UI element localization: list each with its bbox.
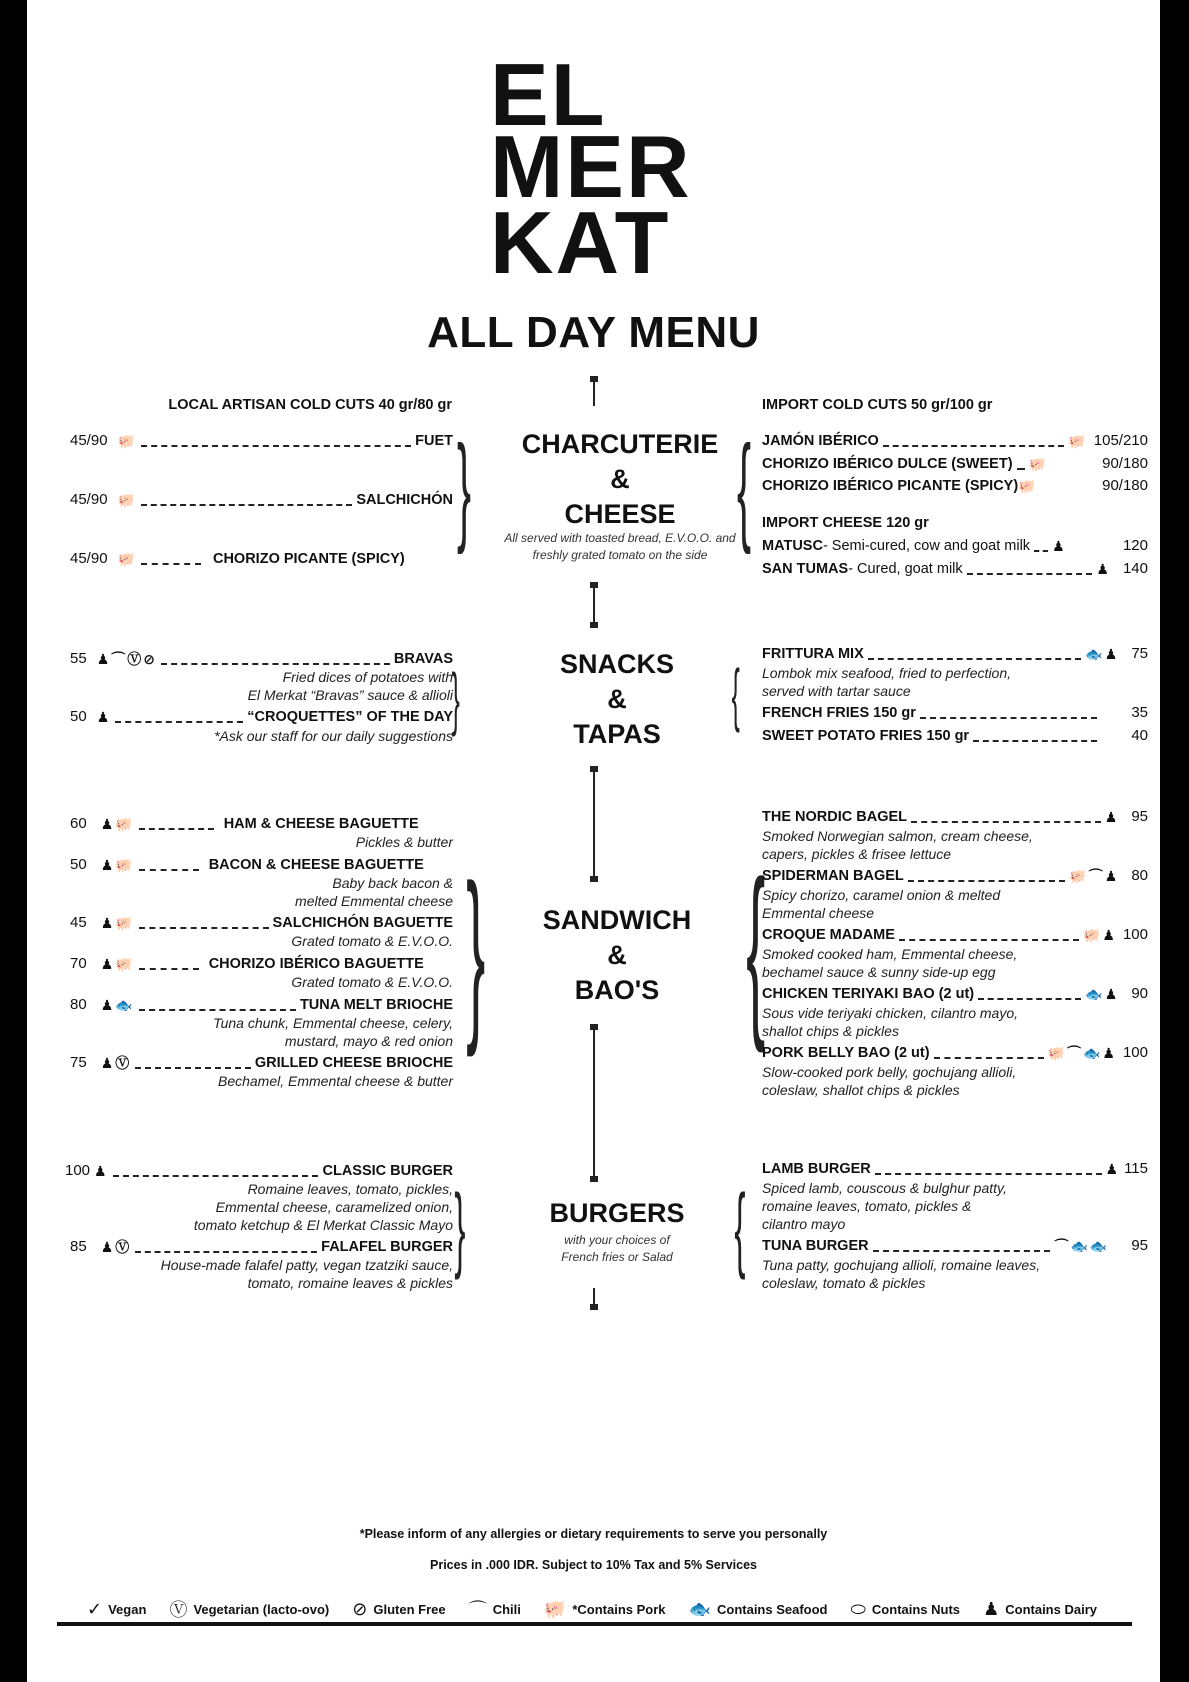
connector-line (593, 584, 595, 624)
menu-item-chorizo-picante-import[interactable]: CHORIZO IBÉRICO PICANTE (SPICY) 🐖 90/180 (762, 477, 1148, 494)
chili-icon: ⌒ (1088, 867, 1103, 884)
lamb-burger-description: Spiced lamb, couscous & bulghur patty, romaine leaves, tomato, pickles & cilantro mayo (762, 1180, 1007, 1232)
import-cold-cuts-header: IMPORT COLD CUTS 50 gr/100 gr (762, 397, 993, 413)
brace-left: } (466, 846, 486, 1058)
pork-icon: 🐖 (1018, 477, 1036, 494)
seafood-icon: 🐟 (1085, 645, 1103, 662)
brace-right: { (746, 842, 766, 1054)
brace-right: { (731, 655, 740, 733)
connector-dot (590, 1176, 598, 1182)
menu-item-classic-burger[interactable]: 100 ♟ CLASSIC BURGER (65, 1162, 453, 1179)
pork-icon: 🐖 (1082, 926, 1101, 943)
legend-chili: ⌒ Chili (469, 1596, 521, 1622)
dairy-icon: ♟ (1104, 867, 1118, 884)
gluten-free-icon: ⊘ (352, 1598, 368, 1619)
menu-item-jamon[interactable]: JAMÓN IBÉRICO 🐖 105/210 (762, 432, 1148, 449)
chili-icon: ⌒ (111, 650, 126, 667)
seafood-icon: 🐟 (1070, 1237, 1088, 1254)
grilled-cheese-description: Bechamel, Emmental cheese & butter (217, 1073, 453, 1089)
dairy-icon: ♟ (100, 815, 114, 832)
dairy-icon: ♟ (96, 650, 110, 667)
connector-dot (590, 876, 598, 882)
menu-item-sweet-potato-fries[interactable]: SWEET POTATO FRIES 150 gr 40 (762, 727, 1148, 744)
dairy-icon: ♟ (1104, 985, 1118, 1002)
section-sandwich-title: SANDWICH & BAO'S (542, 905, 692, 1005)
ham-description: Pickles & butter (355, 834, 453, 850)
legend-vegan: ✓ Vegan (87, 1598, 147, 1619)
legend-gluten: ⊘ Gluten Free (352, 1598, 446, 1619)
menu-item-spiderman-bagel[interactable]: SPIDERMAN BAGEL 🐖 ⌒ ♟ 80 (762, 867, 1148, 884)
seafood-icon: 🐟 (1085, 985, 1103, 1002)
seafood-icon: 🐟 (115, 996, 133, 1013)
dairy-icon: ♟ (100, 1238, 114, 1255)
logo-line-1: EL (490, 45, 607, 144)
menu-item-fuet[interactable]: 45/90 🐖 FUET (70, 432, 453, 449)
menu-item-grilled-cheese[interactable]: 75 ♟ Ⓥ GRILLED CHEESE BRIOCHE (70, 1054, 453, 1071)
chili-icon: ⌒ (468, 1600, 487, 1620)
gluten-free-icon: ⊘ (143, 650, 155, 667)
legend-nuts: ⬭ Contains Nuts (850, 1598, 961, 1619)
pork-icon: 🐖 (115, 856, 133, 873)
brace-left: } (454, 1175, 466, 1281)
vegetarian-icon: Ⓥ (169, 1600, 188, 1620)
nuts-icon: ⬭ (850, 1598, 866, 1619)
connector-line (593, 378, 595, 406)
chicken-teriyaki-bao-description: Sous vide teriyaki chicken, cilantro mayo, shallot chips & pickles (762, 1005, 1018, 1039)
nordic-bagel-description: Smoked Norwegian salmon, cream cheese, capers, pickles & frisee lettuce (762, 828, 1033, 862)
section-burgers-note: with your choices of French fries or Salad (561, 1233, 673, 1264)
page-title: ALL DAY MENU (427, 308, 760, 357)
seafood-icon: 🐟 (1089, 1237, 1108, 1254)
pork-icon: 🐖 (1069, 867, 1087, 884)
menu-item-chorizo-baguette[interactable]: 70 ♟ 🐖 CHORIZO IBÉRICO BAGUETTE (70, 955, 424, 972)
bravas-description: Fried dices of potatoes with El Merkat “Bravas” sauce & allioli (247, 669, 453, 703)
menu-item-falafel-burger[interactable]: 85 ♟ Ⓥ FALAFEL BURGER (70, 1238, 453, 1255)
dairy-icon: ♟ (100, 996, 114, 1013)
dairy-icon: ♟ (1105, 1160, 1119, 1177)
dairy-icon: ♟ (94, 1162, 107, 1179)
section-charcuterie-title: CHARCUTERIE & CHEESE (521, 429, 719, 529)
tuna-burger-description: Tuna patty, gochujang allioli, romaine leaves, coleslaw, tomato & pickles (762, 1257, 1041, 1291)
connector-dot (590, 1304, 598, 1310)
menu-item-salchichon[interactable]: 45/90 🐖 SALCHICHÓN (70, 491, 453, 508)
menu-item-lamb-burger[interactable]: LAMB BURGER ♟ 115 (762, 1160, 1148, 1177)
menu-item-french-fries[interactable]: FRENCH FRIES 150 gr 35 (762, 704, 1148, 721)
pork-icon: 🐖 (117, 550, 135, 567)
pork-icon: 🐖 (115, 914, 133, 931)
section-burgers-title: BURGERS (549, 1198, 685, 1228)
chili-icon: ⌒ (1054, 1237, 1069, 1254)
vegan-icon: ✓ (87, 1598, 103, 1619)
brace-right: { (734, 1175, 746, 1281)
menu-item-tuna-melt[interactable]: 80 ♟ 🐟 TUNA MELT BRIOCHE (70, 996, 453, 1013)
menu-item-salchichon-baguette[interactable]: 45 ♟ 🐖 SALCHICHÓN BAGUETTE (70, 914, 453, 931)
menu-item-tuna-burger[interactable]: TUNA BURGER ⌒ 🐟 🐟 95 (762, 1237, 1148, 1254)
legend-vegetarian: Ⓥ Vegetarian (lacto-ovo) (169, 1596, 329, 1622)
dairy-icon: ♟ (100, 856, 114, 873)
pork-icon: 🐖 (117, 432, 135, 449)
menu-item-ham-baguette[interactable]: 60 ♟ 🐖 HAM & CHEESE BAGUETTE (70, 815, 419, 832)
pork-icon: 🐖 (1028, 455, 1046, 472)
croque-madame-description: Smoked cooked ham, Emmental cheese, bechamel sauce & sunny side-up egg (762, 946, 1018, 980)
menu-item-frittura[interactable]: FRITTURA MIX 🐟 ♟ 75 (762, 645, 1148, 662)
menu-item-bacon-baguette[interactable]: 50 ♟ 🐖 BACON & CHEESE BAGUETTE (70, 856, 424, 873)
dairy-icon: ♟ (100, 914, 114, 931)
dairy-icon: ♟ (96, 708, 110, 725)
seafood-icon: 🐟 (688, 1598, 711, 1619)
dairy-icon: ♟ (1052, 537, 1065, 554)
menu-item-chicken-teriyaki-bao[interactable]: CHICKEN TERIYAKI BAO (2 ut) 🐟 ♟ 90 (762, 985, 1148, 1002)
pork-icon: 🐖 (117, 491, 135, 508)
menu-item-chorizo-dulce[interactable]: CHORIZO IBÉRICO DULCE (SWEET) 🐖 90/180 (762, 455, 1148, 472)
legend-seafood: 🐟 Contains Seafood (688, 1598, 828, 1619)
pork-icon: 🐖 (115, 815, 133, 832)
pork-icon: 🐖 (1047, 1044, 1065, 1061)
vegetarian-icon: Ⓥ (115, 1054, 130, 1071)
dairy-icon: ♟ (100, 955, 114, 972)
import-cheese-header: IMPORT CHEESE 120 gr (762, 515, 929, 531)
menu-item-san-tumas[interactable]: SAN TUMAS - Cured, goat milk ♟ 140 (762, 560, 1148, 577)
chorizo-baguette-description: Grated tomato & E.V.O.O. (291, 974, 453, 990)
allergy-note: *Please inform of any allergies or dietary requirements to serve you personally (359, 1527, 828, 1541)
price-note: Prices in .000 IDR. Subject to 10% Tax and 5% Services (430, 1558, 757, 1572)
falafel-burger-description: House-made falafel patty, vegan tzatziki sauce, tomato, romaine leaves & pickles (160, 1257, 453, 1291)
connector-dot (590, 622, 598, 628)
menu-item-pork-belly-bao[interactable]: PORK BELLY BAO (2 ut) 🐖 ⌒ 🐟 ♟ 100 (762, 1044, 1148, 1061)
menu-item-bravas[interactable]: 55 ♟ ⌒ Ⓥ ⊘ BRAVAS (70, 650, 453, 667)
legend-pork: 🐖 *Contains Pork (543, 1598, 666, 1619)
menu-item-croque-madame[interactable]: CROQUE MADAME 🐖 ♟ 100 (762, 926, 1148, 943)
frittura-description: Lombok mix seafood, fried to perfection, served with tartar sauce (762, 665, 1012, 699)
dairy-icon: ♟ (1104, 645, 1118, 662)
classic-burger-description: Romaine leaves, tomato, pickles, Emmental cheese, caramelized onion, tomato ketchup & El Merkat Classic Mayo (193, 1181, 453, 1233)
seafood-icon: 🐟 (1082, 1044, 1101, 1061)
dairy-icon: ♟ (1102, 1044, 1115, 1061)
menu-item-matusc[interactable]: MATUSC - Semi-cured, cow and goat milk ♟ 120 (762, 537, 1148, 554)
vegetarian-icon: Ⓥ (115, 1238, 130, 1255)
pork-icon: 🐖 (115, 955, 133, 972)
brace-left: } (457, 421, 472, 555)
chili-icon: ⌒ (1066, 1044, 1081, 1061)
pork-icon: 🐖 (1068, 432, 1086, 449)
section-charcuterie-note: All served with toasted bread, E.V.O.O. and freshly grated tomato on the side (504, 531, 736, 562)
dairy-icon: ♟ (1102, 926, 1115, 943)
croquettes-description: *Ask our staff for our daily suggestions (214, 728, 453, 744)
section-snacks-title: SNACKS & TAPAS (559, 649, 674, 749)
dairy-icon: ♟ (983, 1598, 1000, 1619)
legend (87, 1596, 1097, 1622)
dairy-icon: ♟ (1104, 808, 1118, 825)
dairy-icon: ♟ (100, 1054, 114, 1071)
logo-line-3: KAT (490, 193, 671, 292)
menu-item-nordic-bagel[interactable]: THE NORDIC BAGEL ♟ 95 (762, 808, 1148, 825)
menu-item-chorizo-picante[interactable]: 45/90 🐖 CHORIZO PICANTE (SPICY) (70, 550, 405, 567)
local-cold-cuts-header: LOCAL ARTISAN COLD CUTS 40 gr/80 gr (168, 397, 452, 413)
brace-right: { (737, 421, 752, 555)
tuna-melt-description: Tuna chunk, Emmental cheese, celery, mustard, mayo & red onion (213, 1015, 453, 1049)
legend-dairy: ♟ Contains Dairy (983, 1598, 1097, 1619)
connector-line (593, 1026, 595, 1178)
dairy-icon: ♟ (1096, 560, 1109, 577)
menu-page (27, 0, 1160, 1682)
spiderman-bagel-description: Spicy chorizo, caramel onion & melted Emmental cheese (762, 887, 1001, 921)
salchichon-baguette-description: Grated tomato & E.V.O.O. (291, 933, 453, 949)
bacon-description: Baby back bacon & melted Emmental cheese (295, 875, 453, 909)
logo-line-2: MER (490, 117, 692, 216)
brace-left: } (451, 659, 460, 737)
pork-belly-bao-description: Slow-cooked pork belly, gochujang allioli, coleslaw, shallot chips & pickles (762, 1064, 1017, 1098)
pork-icon: 🐖 (543, 1598, 567, 1619)
bottom-rule (57, 1622, 1132, 1626)
connector-line (593, 768, 595, 878)
vegetarian-icon: Ⓥ (127, 650, 142, 667)
menu-item-croquettes[interactable]: 50 ♟ “CROQUETTES” OF THE DAY (70, 708, 453, 725)
